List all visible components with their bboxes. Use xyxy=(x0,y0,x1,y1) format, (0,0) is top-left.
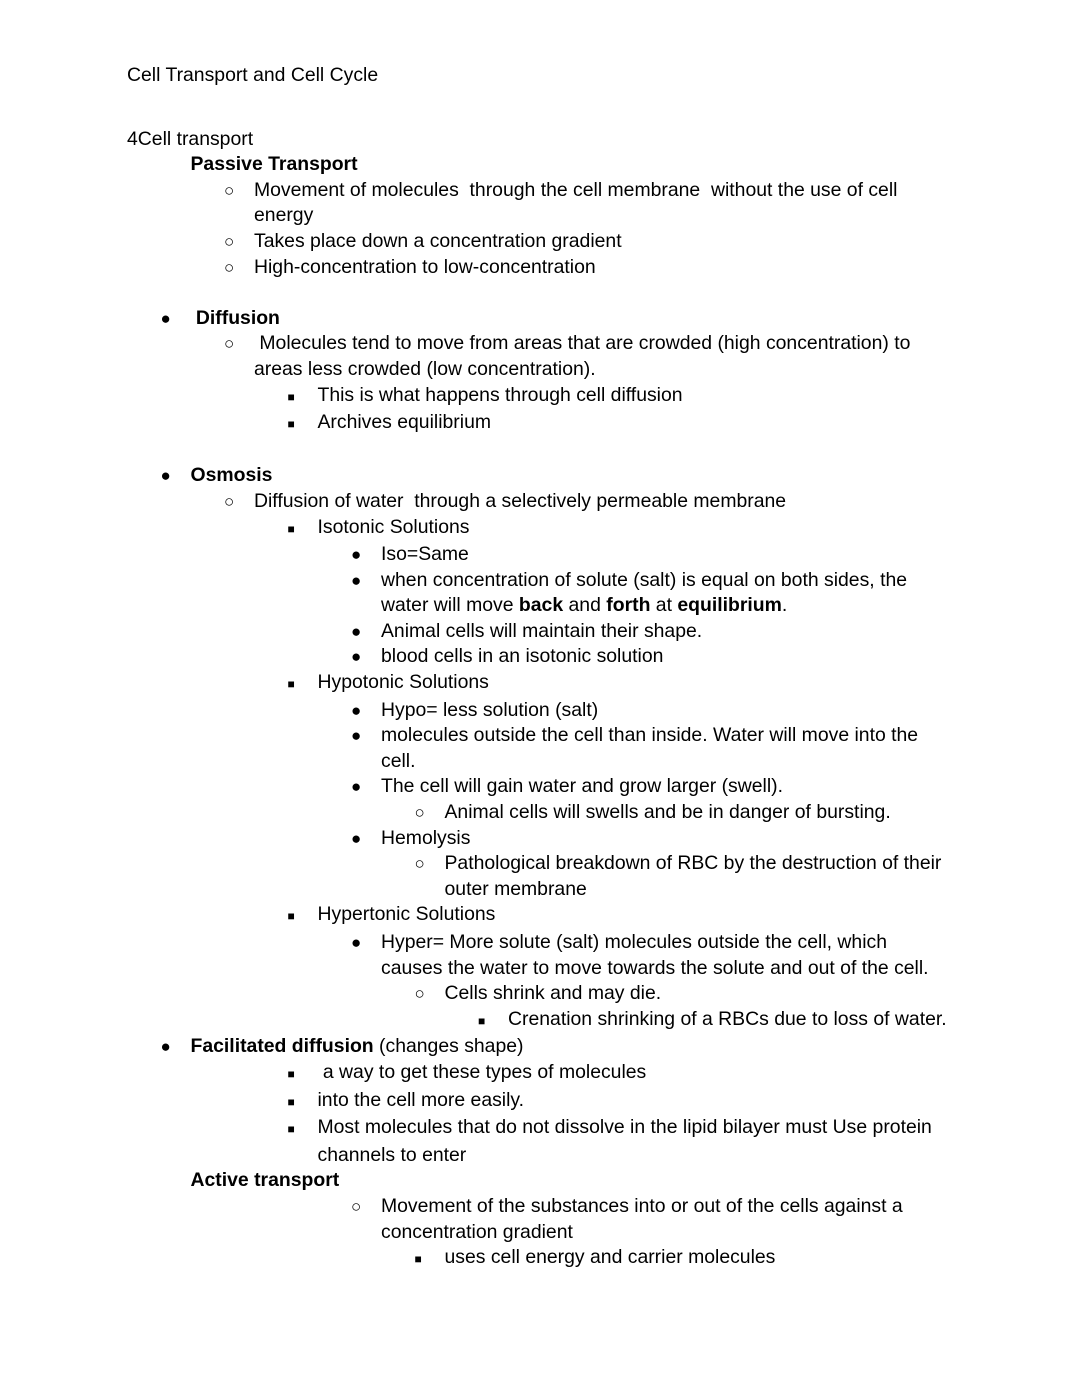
text-run: Animal cells will maintain their shape. xyxy=(381,619,703,642)
text-run: Active transport xyxy=(190,1169,340,1192)
doc-line xyxy=(127,255,953,281)
doc-line xyxy=(127,410,953,438)
doc-line xyxy=(127,774,953,800)
text-run: Diffusion of water through a selectively permeable membrane xyxy=(254,489,787,512)
circle-bullet-icon: ○ xyxy=(224,180,235,200)
circle-bullet-icon: ○ xyxy=(414,854,425,874)
doc-line xyxy=(127,670,953,698)
text-run: Hyper= More solute (salt) molecules outside the cell, which causes the water to move towards the solute and out of the cell. xyxy=(381,931,929,979)
text-run: molecules outside the cell than inside. Water will move into the cell. xyxy=(381,724,924,772)
text-run: Diffusion xyxy=(190,306,280,329)
text-run: Pathological breakdown of RBC by the destruction of their outer membrane xyxy=(444,852,947,900)
disc-bullet-icon: ● xyxy=(351,828,362,848)
doc-line xyxy=(127,1088,953,1116)
doc-line xyxy=(127,1194,953,1245)
text-run: Osmosis xyxy=(190,464,273,487)
doc-line xyxy=(127,127,953,153)
text-run: when concentration of solute (salt) is equal on both sides, the water will move xyxy=(381,568,913,617)
text-run: 4Cell transport xyxy=(127,127,254,150)
text-run: High-concentration to low-concentration xyxy=(254,255,596,278)
doc-line xyxy=(127,178,953,229)
doc-line xyxy=(127,619,953,645)
doc-line xyxy=(127,331,953,382)
text-run: Movement of molecules through the cell membrane without the use of cell energy xyxy=(254,178,903,227)
text-run: Isotonic Solutions xyxy=(317,515,470,538)
document-header-title: Cell Transport and Cell Cycle xyxy=(127,64,379,86)
doc-line xyxy=(127,568,953,619)
text-run: Hemolysis xyxy=(381,826,471,849)
disc-bullet-icon: ● xyxy=(351,647,362,667)
text-run: Archives equilibrium xyxy=(317,411,492,434)
text-run: . xyxy=(781,594,788,617)
doc-line xyxy=(127,723,953,774)
doc-line xyxy=(127,1007,953,1035)
disc-bullet-icon: ● xyxy=(351,933,362,952)
square-bullet-icon: ■ xyxy=(287,909,295,924)
doc-line xyxy=(127,800,953,826)
disc-bullet-icon: ● xyxy=(351,777,362,797)
disc-bullet-icon: ● xyxy=(351,545,362,565)
text-run: Facilitated diffusion xyxy=(190,1035,374,1058)
square-bullet-icon: ■ xyxy=(287,1094,295,1109)
disc-bullet-icon: ● xyxy=(160,1037,171,1057)
doc-line xyxy=(127,515,953,543)
square-bullet-icon: ■ xyxy=(287,677,295,692)
text-run: Hypo= less solution (salt) xyxy=(381,698,599,721)
disc-bullet-icon: ● xyxy=(351,700,362,720)
doc-line xyxy=(127,152,953,178)
circle-bullet-icon: ○ xyxy=(224,334,235,354)
text-run: blood cells in an isotonic solution xyxy=(381,645,664,668)
text-run: Crenation shrinking of a RBCs due to loss of water. xyxy=(508,1007,947,1030)
text-run: Hypotonic Solutions xyxy=(317,671,489,694)
text-run: Movement of the substances into or out of the cells against a concentration gradient xyxy=(381,1194,909,1243)
doc-line xyxy=(127,851,953,902)
doc-line xyxy=(127,229,953,255)
doc-line xyxy=(127,1245,953,1273)
text-run: The cell will gain water and grow larger (swell). xyxy=(381,775,783,798)
text-run: This is what happens through cell diffusion xyxy=(317,383,683,406)
text-run: Hypertonic Solutions xyxy=(317,903,496,926)
doc-line xyxy=(127,930,953,981)
disc-bullet-icon: ● xyxy=(351,570,362,590)
text-run: Iso=Same xyxy=(381,543,469,566)
doc-line xyxy=(127,826,953,852)
disc-bullet-icon: ● xyxy=(160,308,171,328)
text-run: a way to get these types of molecules xyxy=(317,1060,647,1083)
doc-line xyxy=(127,542,953,568)
disc-bullet-icon: ● xyxy=(160,466,171,486)
blank-line xyxy=(127,438,953,464)
text-run: Passive Transport xyxy=(190,153,358,176)
circle-bullet-icon: ○ xyxy=(224,257,235,277)
text-run: Molecules tend to move from areas that are crowded (high concentration) to areas less crowded (low concentration). xyxy=(254,332,916,380)
square-bullet-icon: ■ xyxy=(287,389,295,404)
doc-line xyxy=(127,644,953,670)
document-lines xyxy=(127,127,953,1273)
doc-line xyxy=(127,1060,953,1088)
doc-line xyxy=(127,902,953,930)
doc-line xyxy=(127,463,953,489)
text-run: Cells shrink and may die. xyxy=(444,982,662,1005)
text-run: into the cell more easily. xyxy=(317,1088,525,1111)
blank-line xyxy=(127,280,953,306)
text-run: back xyxy=(518,594,564,617)
doc-line xyxy=(127,383,953,411)
doc-line xyxy=(127,981,953,1007)
circle-bullet-icon: ○ xyxy=(224,491,235,511)
circle-bullet-icon: ○ xyxy=(224,231,235,251)
circle-bullet-icon: ○ xyxy=(351,1196,362,1216)
circle-bullet-icon: ○ xyxy=(414,803,425,823)
square-bullet-icon: ■ xyxy=(287,1122,295,1137)
doc-line xyxy=(127,698,953,724)
doc-line xyxy=(127,1115,953,1168)
doc-line xyxy=(127,306,953,332)
text-run: Most molecules that do not dissolve in the lipid bilayer must Use protein channels to enter xyxy=(317,1116,938,1166)
square-bullet-icon: ■ xyxy=(287,417,295,432)
doc-line xyxy=(127,1034,953,1060)
square-bullet-icon: ■ xyxy=(478,1013,486,1028)
text-run: uses cell energy and carrier molecules xyxy=(444,1246,776,1269)
doc-line xyxy=(127,1168,953,1194)
text-run: and xyxy=(563,594,607,617)
doc-line xyxy=(127,489,953,515)
text-run: at xyxy=(650,594,678,617)
square-bullet-icon: ■ xyxy=(414,1252,422,1267)
circle-bullet-icon: ○ xyxy=(414,984,425,1004)
square-bullet-icon: ■ xyxy=(287,521,295,536)
square-bullet-icon: ■ xyxy=(287,1066,295,1081)
text-run: forth xyxy=(606,594,651,617)
text-run: Animal cells will swells and be in danger of bursting. xyxy=(444,801,891,824)
text-run: Takes place down a concentration gradient xyxy=(254,229,622,252)
disc-bullet-icon: ● xyxy=(351,621,362,641)
disc-bullet-icon: ● xyxy=(351,726,362,746)
text-run: equilibrium xyxy=(677,594,782,617)
text-run: (changes shape) xyxy=(373,1035,524,1058)
